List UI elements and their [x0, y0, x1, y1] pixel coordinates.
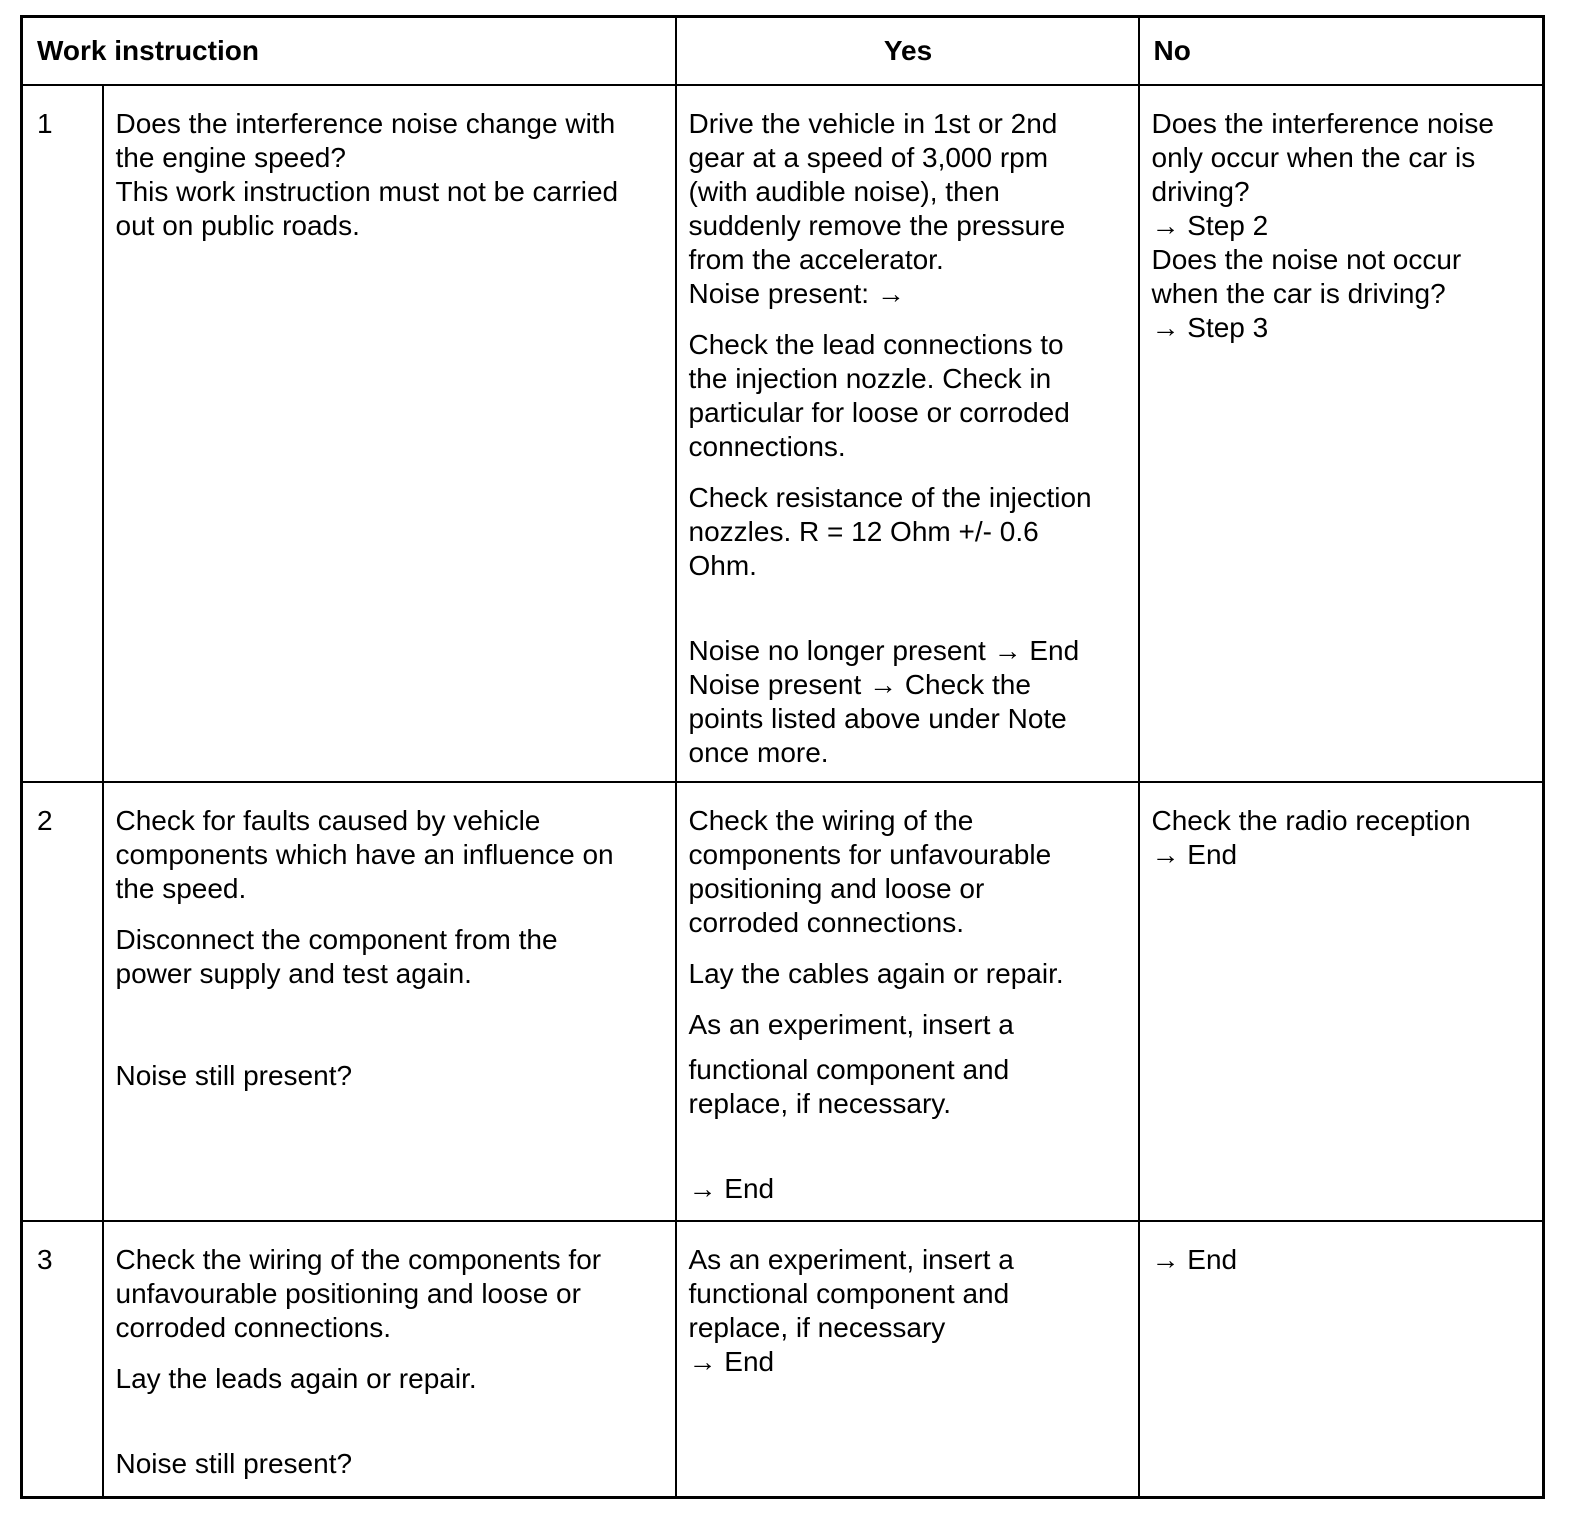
yes-text: Check the lead connections to the injection nozzle. Check in particular for loose or corroded connections. — [688, 328, 1070, 462]
no-text: Check the radio reception → End — [1151, 804, 1471, 870]
yes-text: Drive the vehicle in 1st or 2nd gear at a speed of 3,000 rpm (with audible noise), then suddenly remove the pressure from the accelerator. Noise present: → — [688, 107, 1066, 309]
yes-text: functional component and replace, if necessary. — [688, 1053, 1010, 1119]
table-row — [22, 85, 1544, 782]
yes-cell — [676, 782, 1139, 1221]
yes-text: As an experiment, insert a — [688, 1008, 1014, 1040]
no-text: → End — [1151, 1244, 1238, 1276]
step-number: 3 — [37, 1244, 53, 1276]
no-cell — [1139, 85, 1544, 782]
step-number-cell — [22, 1221, 103, 1497]
header-row — [22, 17, 1544, 85]
instruction-text: Lay the leads again or repair. — [115, 1363, 477, 1395]
instruction-text: Noise still present? — [115, 1059, 353, 1091]
header-work-instruction: Work instruction — [22, 17, 676, 85]
yes-text: Check the wiring of the components for unfavourable positioning and loose or corroded connections. — [688, 804, 1052, 938]
work-instruction-table — [20, 15, 1545, 1499]
instruction-cell — [103, 782, 676, 1221]
header-no: No — [1139, 17, 1544, 85]
step-number: 2 — [37, 804, 53, 836]
yes-text: Check resistance of the injection nozzles. R = 12 Ohm +/- 0.6 Ohm. — [688, 481, 1092, 581]
yes-cell — [676, 1221, 1139, 1497]
instruction-cell — [103, 1221, 676, 1497]
yes-text: Lay the cables again or repair. — [688, 957, 1064, 989]
header-yes: Yes — [676, 17, 1139, 85]
table-row — [22, 782, 1544, 1221]
instruction-text: Check the wiring of the components for unfavourable positioning and loose or corroded connections. — [115, 1244, 602, 1344]
step-number-cell — [22, 85, 103, 782]
no-text: Does the interference noise only occur when the car is driving? → Step 2 Does the noise not occur when the car is driving? → Step 3 — [1151, 107, 1494, 343]
instruction-cell — [103, 85, 676, 782]
step-number: 1 — [37, 107, 53, 139]
instruction-text: Does the interference noise change with the engine speed? This work instruction must not be carried out on public roads. — [115, 107, 619, 241]
yes-text: → End — [688, 1172, 775, 1204]
step-number-cell — [22, 782, 103, 1221]
yes-text: Noise no longer present → End Noise present → Check the points listed above under Note once more. — [688, 634, 1080, 768]
instruction-text: Disconnect the component from the power supply and test again. — [115, 923, 558, 989]
no-cell — [1139, 782, 1544, 1221]
no-cell — [1139, 1221, 1544, 1497]
table-row — [22, 1221, 1544, 1497]
instruction-text: Noise still present? — [115, 1448, 353, 1480]
yes-cell — [676, 85, 1139, 782]
instruction-text: Check for faults caused by vehicle components which have an influence on the speed. — [115, 804, 614, 904]
yes-text: As an experiment, insert a functional component and replace, if necessary → End — [688, 1244, 1014, 1378]
